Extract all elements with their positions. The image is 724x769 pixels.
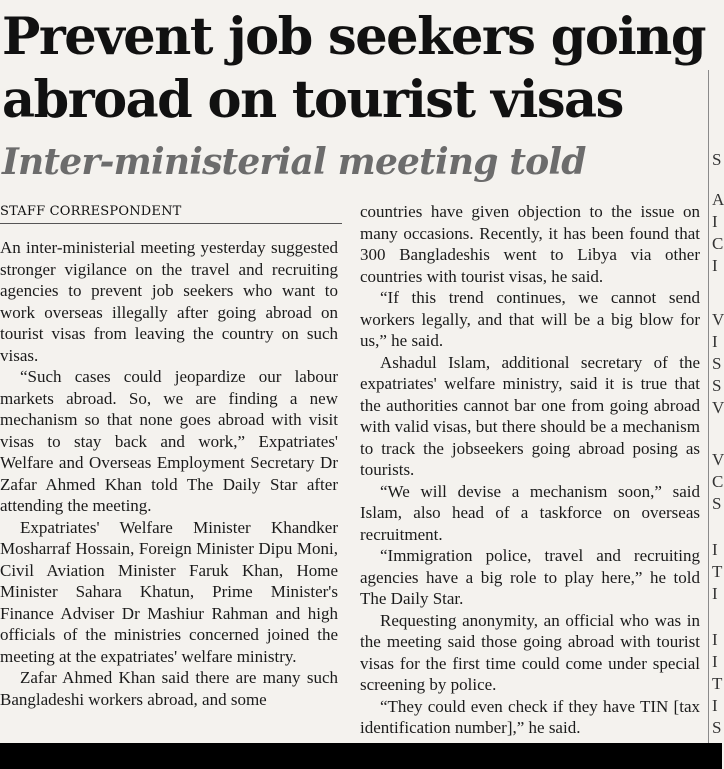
article-column-left <box>0 237 338 710</box>
headline-line-1: Prevent job seekers going <box>2 7 706 67</box>
paragraph: An inter-ministerial meeting yesterday suggested stronger vigilance on the travel and recruiting agencies to prevent job seekers who want to work overseas illegally after going abroad on tourist visas from leaving the country on such visas. <box>0 238 338 365</box>
adjacent-fragment: S <box>712 376 722 395</box>
adjacent-fragment: A <box>712 190 724 209</box>
paragraph: “We will devise a mechanism soon,” said Islam, also head of a taskforce on overseas recruitment. <box>360 481 700 544</box>
adjacent-fragment: I <box>712 630 718 649</box>
adjacent-fragment: I <box>712 332 718 351</box>
paragraph: Ashadul Islam, additional secretary of the expatriates' welfare ministry, said it is true that the authorities cannot bar one from going abroad with valid visas, but there should be a mechanism to track the jobseekers going abroad posing as tourists. <box>360 352 700 479</box>
article-column-right <box>360 201 700 739</box>
adjacent-fragment: S <box>712 494 722 513</box>
adjacent-fragment: I <box>712 212 718 231</box>
byline: STAFF CORRESPONDENT <box>0 204 342 224</box>
bottom-black-band <box>0 743 722 769</box>
paragraph: countries have given objection to the issue on many occasions. Recently, it has been found that 300 Bangladeshis went to Libya via other countries with tourist visas, he said. <box>360 202 700 286</box>
adjacent-article-edge <box>712 0 722 769</box>
paragraph: Expatriates' Welfare Minister Khandker Mosharraf Hossain, Foreign Minister Dipu Moni, Civil Aviation Minister Faruk Khan, Home Minister Sahara Khatun, Prime Minister's Finance Adviser Dr Mashiur Rahman and high officials of the ministries concerned joined the meeting at the expatriates' welfare ministry. <box>0 517 338 666</box>
adjacent-fragment: I <box>712 540 718 559</box>
adjacent-fragment: I <box>712 256 718 275</box>
paragraph: “Immigration police, travel and recruiting agencies have a big role to play here,” he told The Daily Star. <box>360 546 700 608</box>
adjacent-fragment: S <box>712 150 722 169</box>
paragraph: “Such cases could jeopardize our labour markets abroad. So, we are finding a new mechanism so that none goes abroad with visit visas to stay back and work,” Expatriates' Welfare and Overseas Employment Secretary Dr Zafar Ahmed Khan told The Daily Star after attending the meeting. <box>0 367 338 515</box>
column-rule <box>708 70 709 750</box>
paragraph: “They could even check if they have TIN [tax identification number],” he said. <box>360 696 700 737</box>
headline <box>2 6 707 132</box>
paragraph: Requesting anonymity, an official who was in the meeting said those going abroad with tourist visas for the first time could come under special screening by police. <box>360 610 700 694</box>
adjacent-fragment: T <box>712 674 723 693</box>
adjacent-fragment: C <box>712 472 724 491</box>
adjacent-fragment: V <box>712 450 724 469</box>
adjacent-fragment: S <box>712 718 722 737</box>
subheadline: Inter-ministerial meeting told <box>2 141 586 183</box>
headline-line-2: abroad on tourist visas <box>2 70 623 130</box>
adjacent-fragment: C <box>712 234 724 253</box>
adjacent-fragment: V <box>712 398 724 417</box>
adjacent-fragment: I <box>712 652 718 671</box>
paragraph: “If this trend continues, we cannot send workers legally, and that will be a big blow for us,” he said. <box>360 288 700 350</box>
adjacent-fragment: V <box>712 310 724 329</box>
adjacent-fragment: I <box>712 584 718 603</box>
adjacent-fragment: S <box>712 354 722 373</box>
adjacent-fragment: I <box>712 696 718 715</box>
adjacent-fragment: T <box>712 562 723 581</box>
paragraph: Zafar Ahmed Khan said there are many such Bangladeshi workers abroad, and some <box>0 668 338 709</box>
